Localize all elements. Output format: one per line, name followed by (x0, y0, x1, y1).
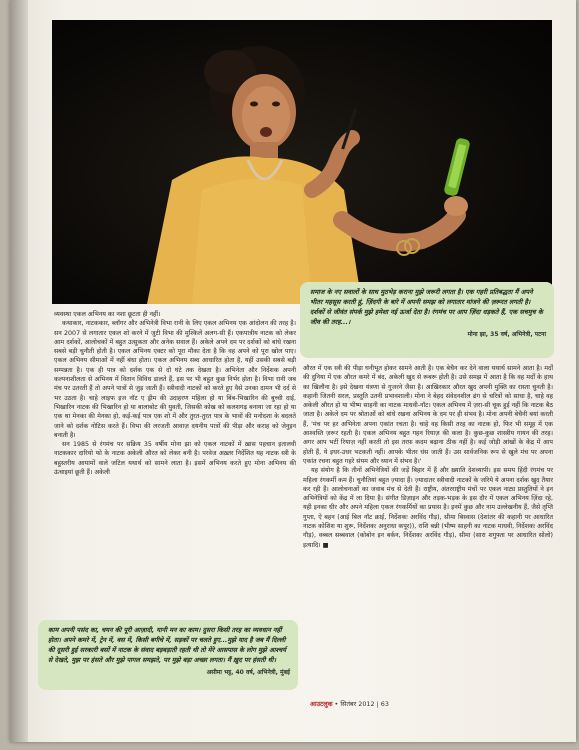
performer-photo (52, 20, 552, 304)
page-number: 63 (380, 700, 389, 708)
pull-quote-text: समाज के नए सवालों के साथ मुठभेड़ कराना मुझे जरूरी लगता है। एक गहरी प्रतिबद्धता मैं अपने भीतर महसूस करती हूं, ज़िंदगी के बारे में अपनी समझ को लगातार मांजने की ज़रूरत लगती है। दर्शकों से जीवंत संपर्क मुझे हमेशा नई ऊर्जा देता है। रंगमंच पर आप ज़िंदा धड़कते हैं, एक सचमुच के जीव की तरह...। (310, 288, 543, 326)
paragraph: कथाकार, नाटककार, ब्लॉगर और अभिनेत्री विभा रानी के लिए एकल अभिनय एक आंदोलन की तरह है। सन 2007 से लगातार एकल शो करने में जुटी विभा की मुश्किलें अलग-सी हैं। एकपात्रीय नाटक को लेकर आम दर्शकों, आलोचकों में बहुत उत्सुकता और अनेक सवाल हैं। अकेले अपने दम पर दर्शकों को बांधे रखना सबसे बड़ी चुनौती होती है। एकल अभिनय एक्टर को पूरा मौका देता है कि वह अपने को पूरा खोल पाए। एकल अभिनय सीमाओं में नहीं बंधा होता। एकल अभिनय सब्द आधारित होता है, यहीं उसकी सबसे बड़ी सम्पन्नता है। एक ही पात्र को दर्शक एक से दो घंटे तक देखता है। अभिनेता और निर्देशक अपनी कल्पनाशीलता से अभिनय में वितान विविध डालते हैं, इस पर भी बहुत कुछ निर्भर होता है। विभा रानी जब मंच पर उतरती हैं तो अपने पात्रों से जुड़ जाती हैं। स्त्रीवादी नाटकों को करते हुए वैसे उनका दामन भी दर्द से भर उठता है। चाहे लाइफ इज नॉट ए ड्रीम की उदाहरण महिला हो या बिंब-भिखारिन की बुच्ची दाई, भिखारिन नाटक की भिखारिन हो या बालाबोट की युवती, जिसकी कोख को कलशगढ़ बनाया जा रहा हो या एक था मेनका की मेनका हो, कई-कई पात्र एक शो में और तुरत-तुरत पात्र के भावों की मनोदशा के बदलते जाने को दर्शक नोटिस करते हैं। विभा की लरजती आवाज़ दयनीय पात्रों की पीड़ा और कराह को जेनुइन बनाती है। (54, 320, 296, 439)
magazine-page (10, 0, 576, 742)
pull-quote-mona-jha (300, 282, 554, 358)
article-column-left (54, 310, 296, 610)
pull-quote-text: काम अपनी पसंद का, चयन की पूरी आज़ादी, यानी मन का काम। दुसरा किसी तरह का व्यवधान नहीं होता। अपने कमरे में, ट्रेन में, बस में, किसी बगीचे में, सड़कों पर चलते हुए...मुझे याद है जब मैं दिल्ली की दूसरी हुई सरकारी बसों में नाटक के संवाद बड़बड़ाती रहती थी तो मेरे आसपास के लोग मुझे आश्चर्य से देखते, मुझ पर हंसते और मुझे पागल समझते, पर मुझे बड़ा अच्छा लगता। मैं ख़ुद पर हंसती थी। (48, 626, 286, 664)
paragraph: व्यवस्था एकल अभिनय का नशा छूटता ही नहीं। (54, 311, 161, 318)
pull-quote-asima-bhatt (38, 620, 298, 690)
woman-performer-illustration (52, 20, 552, 304)
paragraph: सन 1985 से रंगमंच पर सक्रिय 35 वर्षीय मोना झा को एकल नाटकों में ख़ास पहचान इतालवी नाटककार दारियो फो के नाटक अकेली औरत को लेकर बनी है। परवेज अख़्तर निर्देशित यह नाटक स्त्री के बहुस्तरीय आयामों वाले जटिल यथार्थ को सामने लाता है। इसमें अभिनय करते हुए मोना अभिनय की ऊंचाइयां छूती हैं। अकेली (54, 441, 296, 477)
pull-quote-attribution: मोना झा, 35 वर्ष, अभिनेत्री, पटना (467, 331, 546, 338)
paragraph: औरत में एक स्त्री की पीड़ा घनीभूत होकर सामने आती है। एक बेचैन कर देने वाला यथार्थ सामने आता है। मर्दों की दुनिया में एक औरत कमरे में बंद, अकेली खुद से रूबरू होती है। उसे समझ में आता है कि वह मर्दों के हाथ का खिलौना है। इसे देखना यंत्रणा से गुजरने जैसा है। आखिरकार औरत खुद अपनी मुक्ति का रास्ता चुनती है। कहानी जितनी सरल, प्रस्तुति उतनी प्रभावशाली। मोना ने बेहद संवेदनशील ढंग से चरित्रों को साधा है, चाहे वह अकेली औरत हो या भीष्म साहनी का नाटक माधवी-नॉट। एकल अभिनय में ज़रा-सी चूक हुई नहीं कि नाटक बैठ जाता है। अकेले दम पर श्रोताओं को बांधे रखना अभिनय के दम पर ही संभव है। मोना अपनी बेचैनी बयां करती हैं, 'मंच पर हर अभिनेता अपना एकांत रचता है। चाहे वह किसी तरह का नाटक हो, फिर भी समूह में एक आश्वस्ति ज़रूर रहती है। एकल अभिनय बहुत गहन रियाज़ की कला है। कुछ-कुछ शास्त्रीय गायन की तरह। अगर आप भटीं रियाज़ नहीं करती तो इस तरफ़ कदम बढ़ाना ठीक नहीं है। कई जोड़ी आंखों के केंद्र में आप होती हैं, ये इधर-उधर भटकती नहीं। आपके भीतर धंस जाती हैं। उस सार्वजनिक रूप से खुले मंच पर अपना एकांत रचना बहुत गहरे संयम और ध्यान में संभव है।' (303, 365, 553, 465)
article-column-right (303, 364, 553, 682)
magazine-brand: आउटलुक (310, 700, 333, 708)
paragraph: यह संयोग है कि तीनों अभिनेत्रियों की जड़ें बिहार में हैं और ख़्याति देशव्यापी। इस समय हिंदी रंगमंच पर महिला रंगकर्मी कम हैं। चुनौतियां बहुत ज़्यादा हैं। ज़्यादातर स्त्रीवादी नाटकों के जरिये ये अपना दर्शक खुद तैयार कर रही हैं। आलोचनाओं का जवाब मंच से देती हैं। राष्ट्रीय, अंतरराष्ट्रीय मंचों पर एकल नाट्य प्रस्तुतियों ने इन अभिनेत्रियों को केंद्र में ला दिया है। संगीत डिज़ाइन और तड़क-भड़क के इस दौर में एकल अभिनय ज़िंदा रहे, यही इनका धीर और अपने महिला एकल रंगकर्मियों का प्रयास है। इनमें कुछ और नाम उल्लेखनीय हैं, जैसे तृप्ति गुप्ता, ऐ बहन (आई बिल नॉट क्राई, निर्देशकः अरविंद गौड़), सीमा बिस्वास (देशांतर की कहानी पर आधारित नाटक कोशिश या शुरू, निर्देशकः अनुराधा कपूर)), राशि बन्नी (भीष्म साहनी का नाटक माधवी, निर्देशकः अरविंद गौड़), वब्बल सब्बवाल (कोबोन इन बर्कन, निर्देशकः अरविंद गौड़), सीमा (सारा शगुफ्ता पर आधारित सोलो) इत्यादि। ■ (303, 467, 553, 549)
pull-quote-attribution: असीमा भट्ट, 40 वर्ष, अभिनेत्री, मुंबई (206, 669, 290, 676)
page-footer (310, 699, 389, 708)
page-spine-shadow (10, 0, 28, 742)
issue-date: • सितंबर 2012 | (334, 700, 379, 708)
